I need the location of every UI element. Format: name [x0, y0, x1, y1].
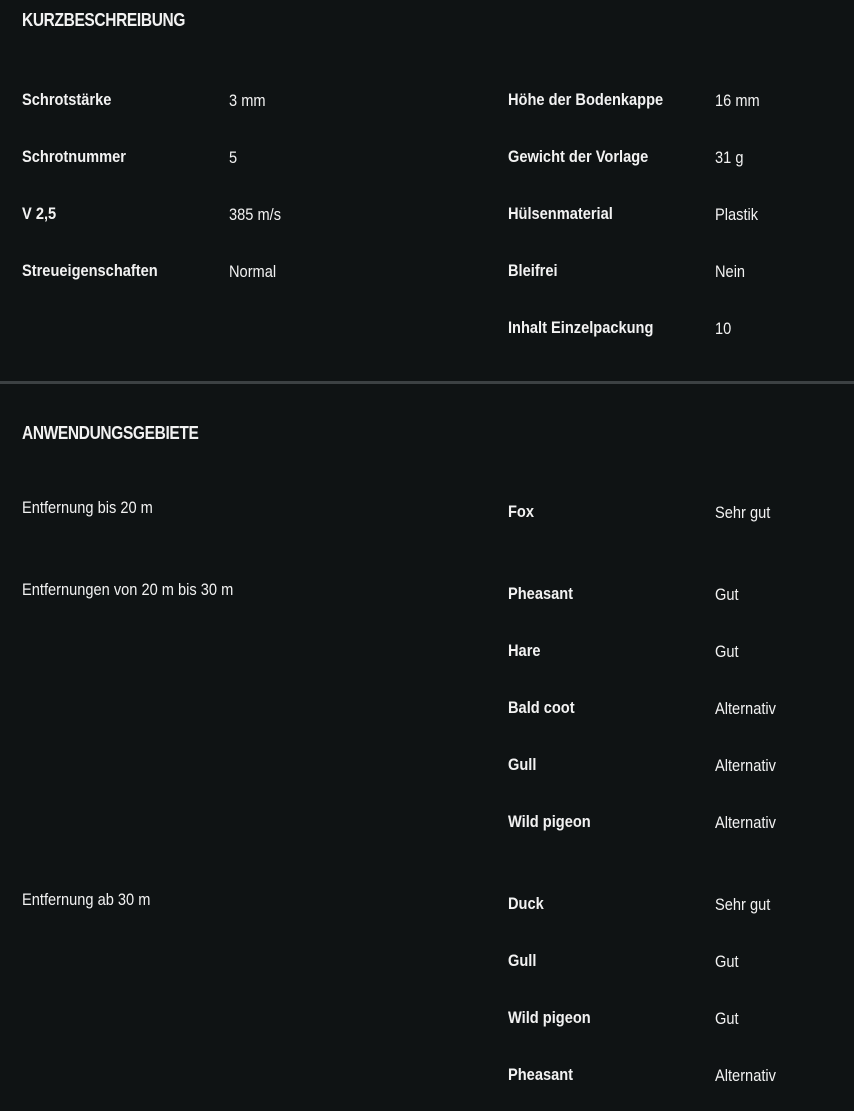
rating-value: Alternativ	[715, 699, 776, 718]
distance-label: Entfernungen von 20 m bis 30 m	[22, 580, 234, 599]
spec-label: Gewicht der Vorlage	[508, 147, 649, 166]
rating-value: Sehr gut	[715, 503, 771, 522]
game-label: Bald coot	[508, 698, 575, 717]
spec-value: 31 g	[715, 148, 744, 167]
rating-value: Alternativ	[715, 756, 776, 775]
spec-label: Streueigenschaften	[22, 261, 158, 280]
rating-value: Alternativ	[715, 1066, 776, 1085]
spec-value: 10	[715, 319, 732, 338]
summary-title: KURZBESCHREIBUNG	[22, 10, 186, 30]
spec-label: V 2,5	[22, 204, 57, 223]
game-label: Fox	[508, 502, 535, 521]
spec-label: Schrotnummer	[22, 147, 126, 166]
game-label: Wild pigeon	[508, 812, 591, 831]
game-label: Duck	[508, 894, 544, 913]
distance-label: Entfernung ab 30 m	[22, 890, 151, 909]
spec-label: Schrotstärke	[22, 90, 112, 109]
game-label: Hare	[508, 641, 541, 660]
game-label: Pheasant	[508, 1065, 574, 1084]
spec-label: Inhalt Einzelpackung	[508, 318, 654, 337]
spec-value: 5	[229, 148, 238, 167]
spec-value: Plastik	[715, 205, 759, 224]
spec-value: Normal	[229, 262, 277, 281]
rating-value: Gut	[715, 952, 739, 971]
game-label: Wild pigeon	[508, 1008, 591, 1027]
spec-value: 16 mm	[715, 91, 760, 110]
spec-value: 3 mm	[229, 91, 266, 110]
rating-value: Gut	[715, 642, 739, 661]
rating-value: Alternativ	[715, 813, 776, 832]
game-label: Pheasant	[508, 584, 574, 603]
section-divider	[0, 381, 854, 384]
usage-title: ANWENDUNGSGEBIETE	[22, 423, 199, 443]
spec-label: Hülsenmaterial	[508, 204, 613, 223]
distance-label: Entfernung bis 20 m	[22, 498, 153, 517]
rating-value: Gut	[715, 585, 739, 604]
game-label: Gull	[508, 755, 537, 774]
game-label: Gull	[508, 951, 537, 970]
rating-value: Sehr gut	[715, 895, 771, 914]
spec-label: Höhe der Bodenkappe	[508, 90, 664, 109]
spec-value: Nein	[715, 262, 746, 281]
spec-value: 385 m/s	[229, 205, 282, 224]
spec-label: Bleifrei	[508, 261, 558, 280]
rating-value: Gut	[715, 1009, 739, 1028]
